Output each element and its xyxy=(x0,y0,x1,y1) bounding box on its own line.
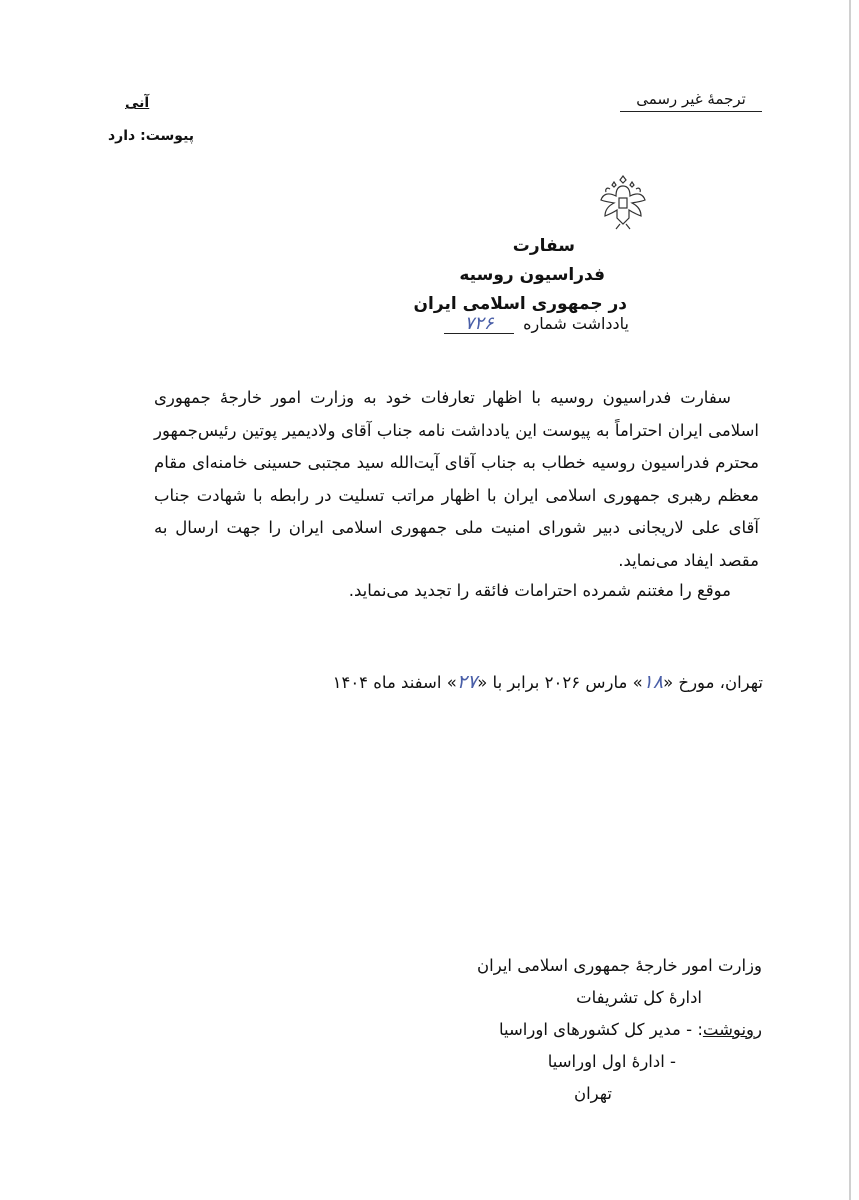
date-suffix: » اسفند ماه ۱۴۰۴ xyxy=(332,673,457,692)
double-headed-eagle-icon xyxy=(598,172,648,230)
scan-edge xyxy=(849,0,851,1200)
recipient-cc-line xyxy=(402,1014,762,1046)
body-paragraph: سفارت فدراسیون روسیه با اظهار تعارفات خود به وزارت امور خارجهٔ جمهوری اسلامی ایران احتراماً به پیوست این یادداشت نامه جناب آقای ولادیمیر پوتین رئیس‌جمهور محترم فدراسیون روسیه خطاب به جناب آقای آیت‌الله سید مجتبی حسینی خامنه‌ای مقام معظم رهبری جمهوری اسلامی ایران با اظهار مراتب تسلیت در رابطه با شهادت جناب آقای علی لاریجانی دبیر شورای امنیت ملی جمهوری اسلامی ایران را جهت ارسال به مقصد ایفاد می‌نماید. xyxy=(154,388,759,570)
embassy-header xyxy=(327,232,627,319)
letter-body xyxy=(154,382,759,577)
header-line-country: در جمهوری اسلامی ایران xyxy=(413,294,627,314)
note-number-line xyxy=(444,314,629,334)
note-number-label: یادداشت شماره xyxy=(523,314,629,333)
cc-first: : - مدیر کل کشورهای اوراسیا xyxy=(498,1020,703,1039)
recipient-department: ادارهٔ کل تشریفات xyxy=(576,988,702,1007)
date-line xyxy=(143,668,763,697)
recipient-city: تهران xyxy=(573,1084,612,1103)
header-line-embassy: سفارت xyxy=(512,236,575,256)
attachment-mark: پیوست: دارد xyxy=(108,128,195,144)
date-prefix: تهران، مورخ « xyxy=(663,673,763,692)
date-day-handwritten: ۱۸ xyxy=(642,671,664,693)
date-mid: » مارس ۲۰۲۶ برابر با « xyxy=(477,673,643,692)
recipient-cc-second: - ادارهٔ اول اوراسیا xyxy=(547,1052,676,1071)
cc-label: رونوشت xyxy=(702,1020,762,1039)
note-number-value: ۷۲۶ xyxy=(444,315,514,334)
recipient-ministry: وزارت امور خارجهٔ جمهوری اسلامی ایران xyxy=(477,956,762,975)
header-line-federation: فدراسیون روسیه xyxy=(459,265,605,285)
closing-sentence: موقع را مغتنم شمرده احترامات فائقه را تجدید می‌نماید. xyxy=(348,581,731,600)
unofficial-translation-mark: ترجمهٔ غیر رسمی xyxy=(620,90,762,112)
urgent-mark: آنی xyxy=(125,95,150,111)
date-persian-day-handwritten: ۲۷ xyxy=(456,671,478,693)
recipient-block xyxy=(402,950,762,1110)
